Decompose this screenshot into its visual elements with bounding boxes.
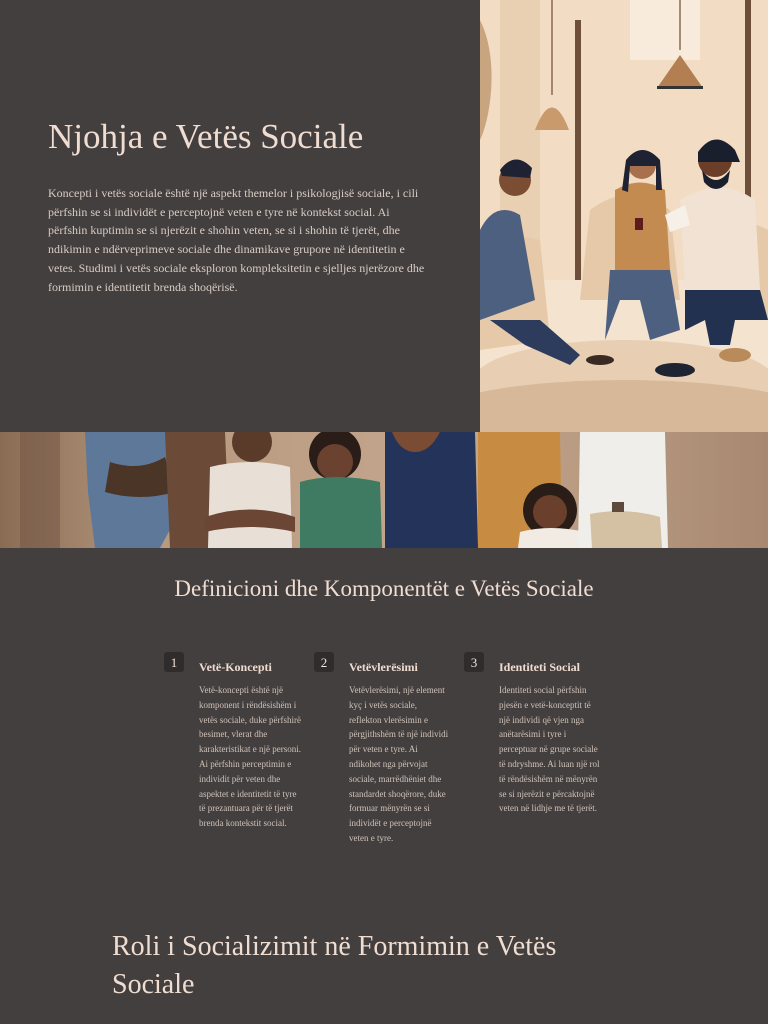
card-number-badge: 1	[164, 652, 184, 672]
hero-paragraph: Koncepti i vetës sociale është një aspekt themelor i psikologjisë sociale, i cili përfshin se si individët e perceptojnë veten e tyre në kontekst social. Ai përfshin kuptimin se si njerëzit e shohin veten, se si i shohin të tjerët, dhe ndikimin e ndërveprimeve sociale dhe dinamikave grupore në identitetin e vetes. Studimi i vetës sociale eksploron kompleksitetin e sjelljes njerëzore dhe formimin e identitetit brenda shoqërisë.	[48, 186, 425, 294]
socialization-section-title: Roli i Socializimit në Formimin e Vetës Sociale	[112, 931, 557, 1000]
card-title: Vetëvlerësimi	[349, 660, 418, 674]
illustration-svg	[480, 0, 768, 432]
card-number-badge: 3	[464, 652, 484, 672]
group-conversation-illustration	[480, 0, 768, 432]
card-body: Vetë-koncepti është një komponent i rëndësishëm i vetës sociale, duke përfshirë besimet, vlerat dhe karakteristikat e një personi. Ai përfshin perceptimin e individit për veten dhe aspektet e identitetit të tyre të prezantuara për të tjerët brenda kontekstit social.	[199, 685, 301, 829]
people-photo-band	[0, 432, 768, 548]
card-title: Identiteti Social	[499, 660, 580, 674]
card-number-badge: 2	[314, 652, 334, 672]
people-photo	[0, 432, 768, 548]
hero-section	[0, 0, 768, 432]
hero-title: Njohja e Vetës Sociale	[48, 117, 364, 156]
hero-text-block	[48, 116, 428, 296]
card-body: Vetëvlerësimi, një element kyç i vetës sociale, reflekton vlerësimin e përgjithshëm të një individi për veten e tyre. Ai ndikohet nga përvojat sociale, marrëdhëniet dhe standardet shoqërore, duke formuar mënyrën se si individët e perceptojnë veten e tyre.	[349, 685, 449, 843]
definition-section-title: Definicioni dhe Komponentët e Vetës Sociale	[174, 576, 594, 601]
card-title: Vetë-Koncepti	[199, 660, 272, 674]
card-body: Identiteti social përfshin pjesën e vetë-konceptit të një individi që vjen nga anëtarësimi i tyre i perceptuar në grupe sociale të ndryshme. Ai luan një rol të rëndësishëm në mënyrën se si njerëzit e përcaktojnë veten në lidhje me të tjerët.	[499, 685, 600, 814]
